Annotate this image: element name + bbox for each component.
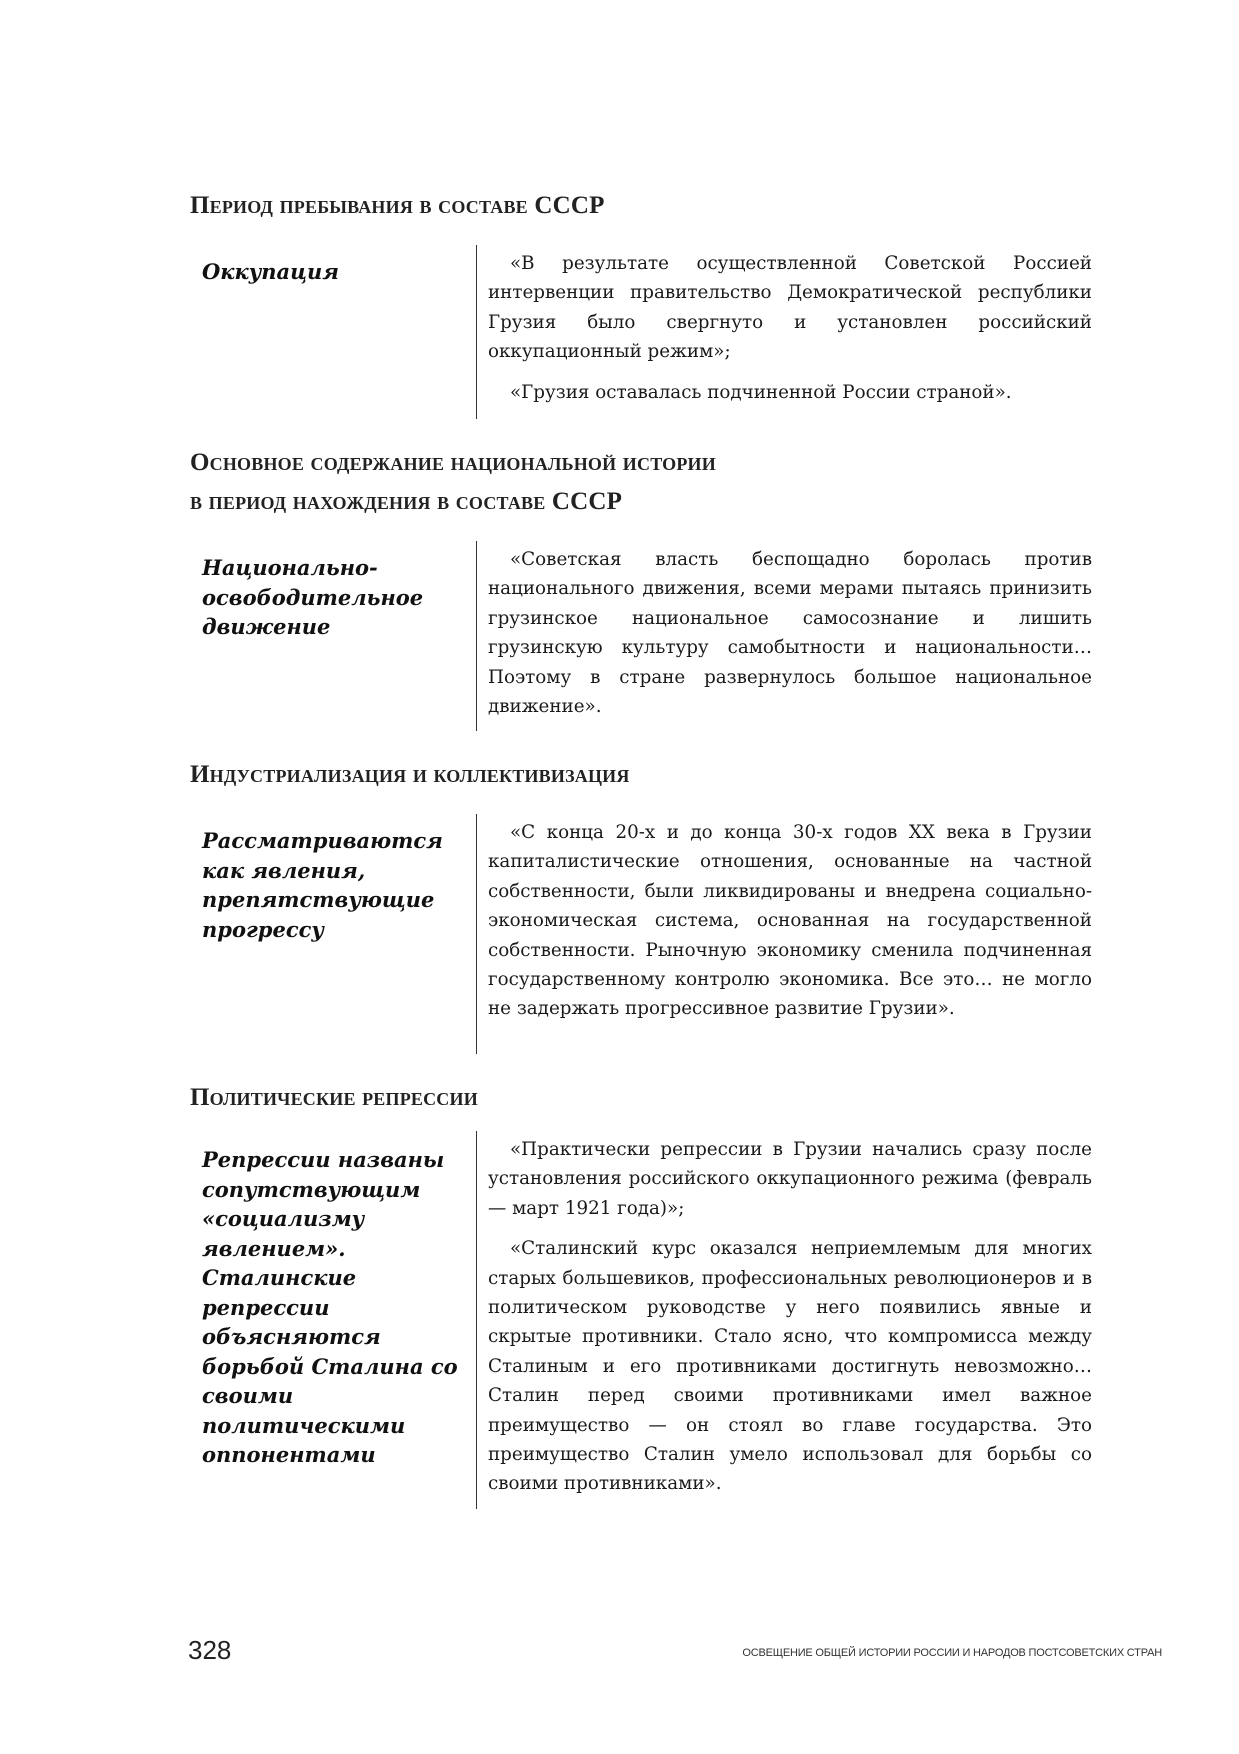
- comparison-row: [190, 814, 1092, 1054]
- row-label: Рассматриваются как явления, препятствующие прогрессу: [202, 828, 443, 942]
- running-title: ОСВЕЩЕНИЕ ОБЩЕЙ ИСТОРИИ РОССИИ И НАРОДОВ ПОСТСОВЕТСКИХ СТРАН: [742, 1647, 1162, 1659]
- row-label: Оккупация: [202, 259, 340, 284]
- comparison-row: [190, 541, 1092, 731]
- row-quotes: [476, 541, 1092, 731]
- quote: «Практически репрессии в Грузии начались сразу после установления российского оккупационного режима (февраль — март 1921 года)»;: [488, 1139, 1092, 1219]
- heading-line: Основное содержание национальной истории: [190, 449, 716, 476]
- row-label: Национально-освободительное движение: [202, 555, 424, 639]
- page-body: [190, 0, 1092, 1509]
- page-number: 328: [188, 1635, 232, 1665]
- heading-line: Политические репрессии: [190, 1084, 478, 1111]
- quote: «С конца 20-х и до конца 30-х годов XX века в Грузии капиталистические отношения, основанные на частной собственности, были ликвидированы и внедрена социально-экономическая система, основанная на государственной собственности. Рыночную экономику сменила подчиненная государственному контролю экономика. Все это… не могло не задержать прогрессивное развитие Грузии».: [488, 822, 1092, 1020]
- row-quotes: [476, 245, 1092, 419]
- section-heading: [190, 755, 1092, 794]
- row-quotes: [476, 814, 1092, 1054]
- section-heading: [190, 443, 1092, 521]
- comparison-row: [190, 1131, 1092, 1509]
- row-label: Репрессии названы сопутствующим «социализму явлением». Сталинские репрессии объясняются борьбой Сталина со своими политическими оппонентами: [202, 1147, 458, 1467]
- heading-line: в период нахождения в составе СССР: [190, 488, 623, 515]
- comparison-row: [190, 245, 1092, 419]
- quote: «В результате осуществленной Советской Россией интервенции правительство Демократической республики Грузия было свергнуто и установлен российский оккупационный режим»;: [488, 253, 1092, 363]
- section-heading: [190, 186, 1092, 225]
- quote: «Грузия оставалась подчиненной России страной».: [510, 381, 1012, 403]
- quote: «Советская власть беспощадно боролась против национального движения, всеми мерами пытаясь принизить грузинское национальное самосознание и лишить грузинскую культуру самобытности и национальности… Поэтому в стране развернулось большое национальное движение».: [488, 549, 1092, 718]
- quote: «Сталинский курс оказался неприемлемым для многих старых большевиков, профессиональных революционеров и в политическом руководстве у него появились явные и скрытые противники. Стало ясно, что компромисса между Сталиным и его противниками достигнуть невозможно… Сталин перед своими противниками имел важное преимущество — он стоял во главе государства. Это преимущество Сталин умело использовал для борьбы со своими противниками».: [488, 1238, 1092, 1495]
- section-heading: [190, 1078, 1092, 1117]
- heading-line: Индустриализация и коллективизация: [190, 761, 630, 788]
- heading-line: Период пребывания в составе СССР: [190, 192, 605, 219]
- row-quotes: [476, 1131, 1092, 1509]
